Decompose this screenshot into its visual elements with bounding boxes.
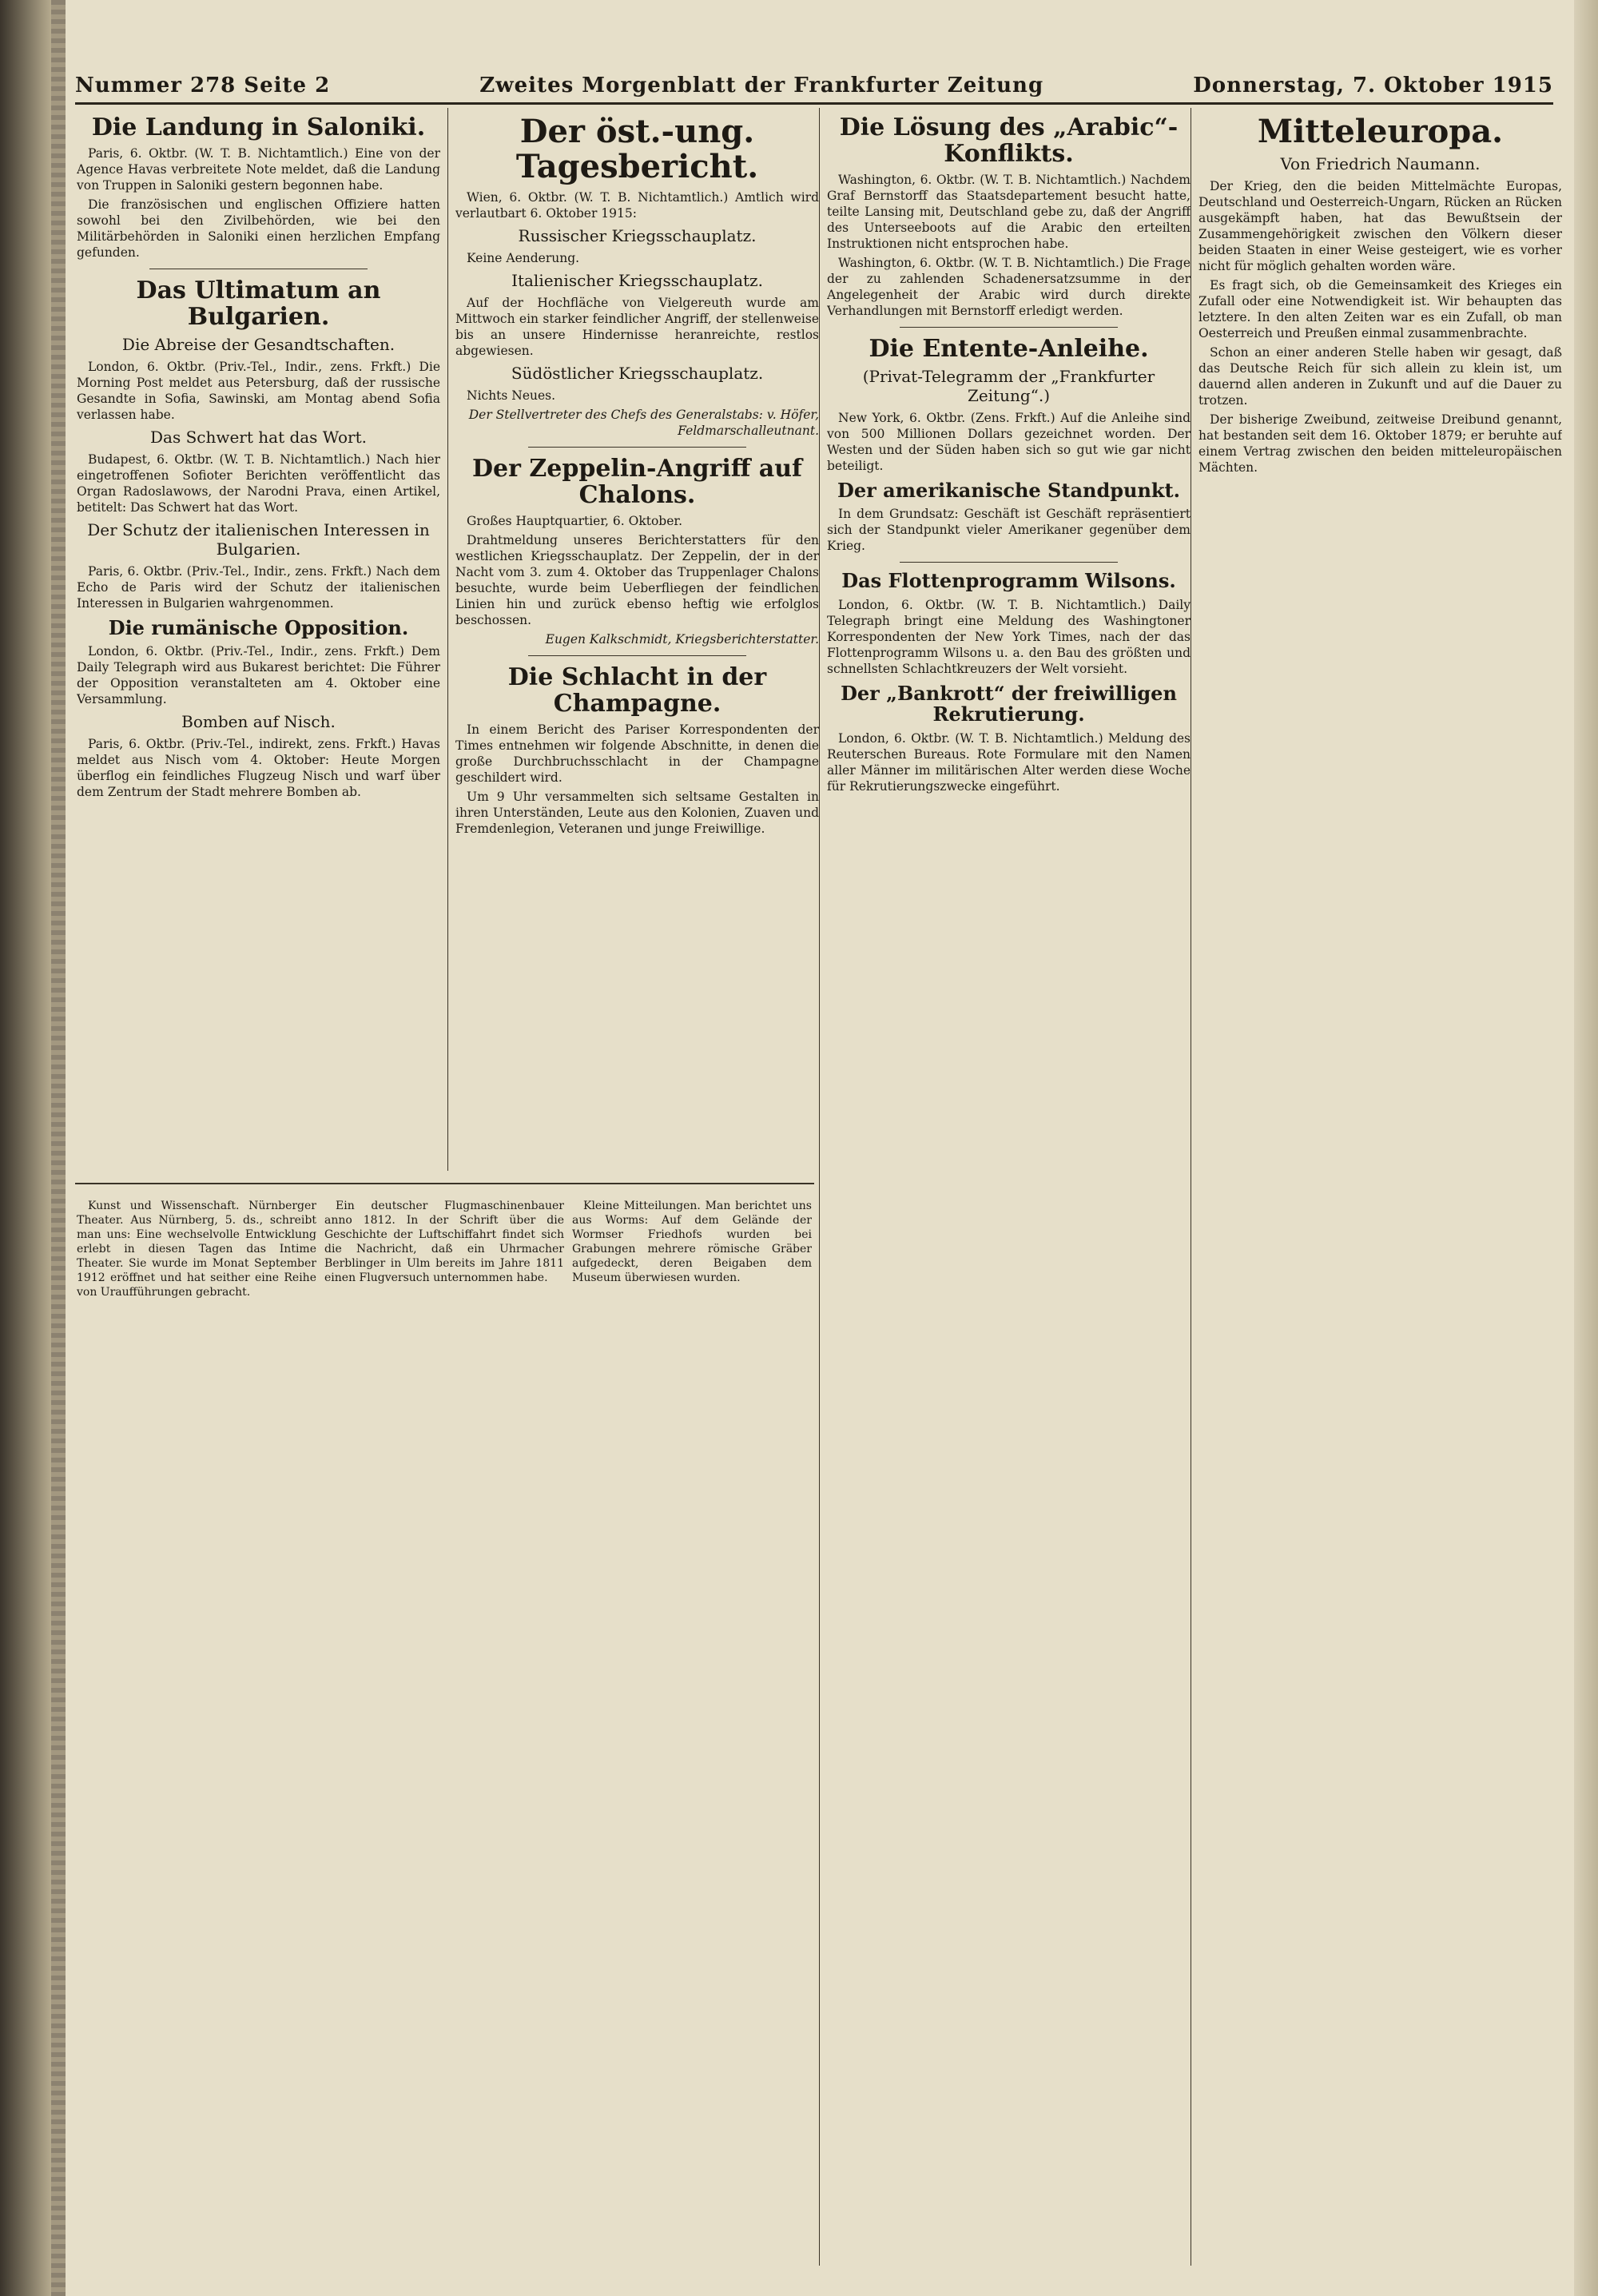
article-text: Keine Aenderung. <box>467 251 580 265</box>
article-subheading: Das Schwert hat das Wort. <box>149 428 367 447</box>
article-text: Der bisherige Zweibund, zeitweise Dreibund genannt, hat bestanden seit dem 16. Oktober 1879; er beruhte auf einem Vertrag zwischen den beiden mitteleuropäischen Mächten. <box>1198 412 1562 475</box>
article-text: Paris, 6. Oktbr. (W. T. B. Nichtamtlich.) Eine von der Agence Havas verbreitete Note meldet, daß die Landung von Truppen in Saloniki gestern begonnen habe. <box>77 146 440 193</box>
article-text: Wien, 6. Oktbr. (W. T. B. Nichtamtlich.) Amtlich wird verlautbart 6. Oktober 1915: <box>455 190 819 221</box>
article-text: London, 6. Oktbr. (Priv.-Tel., Indir., zens. Frkft.) Die Morning Post meldet aus Petersburg, daß der russische Gesandte in Sofia, Sawinski, am Montag abend Sofia verlassen habe. <box>77 360 440 422</box>
article-text: Budapest, 6. Oktbr. (W. T. B. Nichtamtlich.) Nach hier eingetroffenen Sofioter Berichten veröffentlicht das Organ Radoslawows, der Narodni Prava, einen Artikel, betitelt: Das Schwert hat das Wort. <box>77 452 440 515</box>
column-rule <box>819 108 820 2266</box>
issue-date: Donnerstag, 7. Oktober 1915 <box>1193 74 1553 97</box>
column-1 <box>77 108 440 1171</box>
page-edge <box>1574 0 1598 2296</box>
article-text: Der Krieg, den die beiden Mittelmächte Europas, Deutschland und Oesterreich-Ungarn, Rücken an Rücken ausgekämpft haben, hat das Bewußtsein der Zusammengehörigkeit zwischen den Völkern dieser beiden Staaten in einer Weise gesteigert, wie es vorher nicht für möglich gehalten worden wäre. <box>1198 179 1562 273</box>
column-4 <box>1198 108 1562 2266</box>
issue-number: Nummer 278 Seite 2 <box>75 74 331 97</box>
feuilleton-text: Kunst und Wissenschaft. Nürnberger Theater. Aus Nürnberg, 5. ds., schreibt man uns: Eine wechselvolle Entwicklung erlebt in diesen Tagen das Intime Theater. Sie wurde im Monat September 1912 eröffnet und hat seither eine Reihe von Uraufführungen gebracht. <box>77 1200 316 1299</box>
article-text: London, 6. Oktbr. (W. T. B. Nichtamtlich.) Daily Telegraph bringt eine Meldung des Washingtoner Korrespondenten der New York Times, nach der das Flottenprogramm Wilsons u. a. den Bau des größten und schnellsten Schlachtkreuzers der Welt vorsieht. <box>827 597 1191 676</box>
feuilleton-text: Ein deutscher Flugmaschinenbauer anno 1812. In der Schrift über die Geschichte der Luftschiffahrt findet sich die Nachricht, daß ein Uhrmacher Berblinger in Ulm bereits im Jahre 1811 einen Flugversuch unternommen habe. <box>324 1200 564 1284</box>
article-heading: Die Schlacht in der Champagne. <box>507 663 767 718</box>
newspaper-title: Zweites Morgenblatt der Frankfurter Zeitung <box>479 74 1044 97</box>
newspaper-page <box>66 0 1574 2296</box>
article-text: Auf der Hochfläche von Vielgereuth wurde am Mittwoch ein starker feindlicher Angriff, der stellenweise bis an unsere Hindernisse heranreichte, restlos abgewiesen. <box>455 296 819 358</box>
article-text: New York, 6. Oktbr. (Zens. Frkft.) Auf die Anleihe sind von 500 Millionen Dollars gezeichnet worden. Der Westen und der Süden haben sich so gut wie gar nicht beteiligt. <box>827 411 1191 473</box>
article-heading: Die Entente-Anleihe. <box>869 335 1149 363</box>
article-text: Es fragt sich, ob die Gemeinsamkeit des Krieges ein Zufall oder eine Notwendigkeit ist. Wir behaupten das letztere. In den alten Zeiten war es ein Zufall, ob man Oesterreich und Preußen einmal zusammenbrachte. <box>1198 278 1562 340</box>
article-text: Paris, 6. Oktbr. (Priv.-Tel., indirekt, zens. Frkft.) Havas meldet aus Nisch vom 4. Oktober: Heute Morgen überflog ein feindliches Flugzeug Nisch und warf über dem Zentrum der Stadt mehrere Bomben ab. <box>77 737 440 800</box>
article-text: In dem Grundsatz: Geschäft ist Geschäft repräsentiert sich der Standpunkt vieler Amerikaner gegenüber dem Krieg. <box>827 507 1191 554</box>
article-heading: Die rumänische Opposition. <box>108 616 409 639</box>
author-byline: Von Friedrich Naumann. <box>1280 154 1481 173</box>
article-text: Drahtmeldung unseres Berichterstatters für den westlichen Kriegsschauplatz. Der Zeppelin, der in der Nacht vom 3. zum 4. Oktober das Truppenlager Chalons besuchte, wurde beim Ueberfliegen der feindlichen Linien hin und zurück ebenso heftig wie erfolglos beschossen. <box>455 533 819 627</box>
article-heading: Das Flottenprogramm Wilsons. <box>841 569 1176 593</box>
divider <box>528 655 746 656</box>
article-text: Schon an einer anderen Stelle haben wir gesagt, daß das Deutsche Reich für sich allein zu klein ist, um dauernd allen anderen in Zukunft und auf die Dauer zu trotzen. <box>1198 345 1562 408</box>
column-rule <box>447 108 448 1171</box>
article-heading: Mitteleuropa. <box>1257 113 1504 150</box>
article-text: Nichts Neues. <box>467 388 556 403</box>
feuilleton-right <box>572 1199 812 2278</box>
article-text: Paris, 6. Oktbr. (Priv.-Tel., Indir., zens. Frkft.) Nach dem Echo de Paris wird der Schutz der italienischen Interessen in Bulgarien wahrgenommen. <box>77 564 440 611</box>
feuilleton-text: Kleine Mitteilungen. Man berichtet uns aus Worms: Auf dem Gelände der Wormser Friedhofs wurden bei Grabungen mehrere römische Gräber aufgedeckt, deren Beigaben dem Museum überwiesen wurden. <box>572 1200 812 1284</box>
feuilleton-left <box>77 1199 316 2278</box>
section-label: Russischer Kriegsschauplatz. <box>518 226 757 245</box>
divider <box>900 562 1118 563</box>
section-label: Italienischer Kriegsschauplatz. <box>511 271 763 290</box>
article-subheading: Bomben auf Nisch. <box>181 712 336 732</box>
article-text: Die französischen und englischen Offiziere hatten sowohl bei den Zivilbehörden, wie bei den Militärbehörden in Saloniki einen herzlichen Empfang gefunden. <box>77 197 440 260</box>
article-subheading: Der Schutz der italienischen Interessen in Bulgarien. <box>87 520 430 559</box>
signature: Der Stellvertreter des Chefs des Generalstabs: v. Höfer, Feldmarschalleutnant. <box>468 408 819 438</box>
article-heading: Das Ultimatum an Bulgarien. <box>136 277 381 331</box>
book-gutter <box>0 0 51 2296</box>
article-text: Großes Hauptquartier, 6. Oktober. <box>467 514 683 528</box>
signature: Eugen Kalkschmidt, Kriegsberichterstatter. <box>545 632 819 647</box>
feuilleton-rule <box>75 1183 814 1184</box>
article-heading: Der amerikanische Standpunkt. <box>837 479 1180 502</box>
article-text: London, 6. Oktbr. (W. T. B. Nichtamtlich.) Meldung des Reuterschen Bureaus. Rote Formulare mit den Namen aller Männer im militärischen Alter werden diese Woche für Rekrutierungszwecke eingeführt. <box>827 730 1191 794</box>
masthead <box>75 62 1553 105</box>
article-heading: Der „Bankrott“ der freiwilligen Rekrutierung. <box>841 681 1177 726</box>
divider <box>900 327 1118 328</box>
article-subheading: (Privat-Telegramm der „Frankfurter Zeitung“.) <box>862 367 1155 405</box>
book-binding <box>51 0 66 2296</box>
feuilleton-middle <box>324 1199 564 2278</box>
article-heading: Die Landung in Saloniki. <box>91 113 426 141</box>
article-text: Washington, 6. Oktbr. (W. T. B. Nichtamtlich.) Die Frage der zu zahlenden Schadenersatzsumme in der Angelegenheit der Arabic wird durch direkte Verhandlungen mit Bernstorff erledigt werden. <box>827 256 1191 318</box>
article-text: In einem Bericht des Pariser Korrespondenten der Times entnehmen wir folgende Abschnitte, in denen die große Durchbruchsschlacht in der Champagne geschildert wird. <box>455 722 819 785</box>
column-2 <box>455 108 819 1171</box>
article-heading: Die Lösung des „Arabic“-Konflikts. <box>839 113 1179 168</box>
article-text: Washington, 6. Oktbr. (W. T. B. Nichtamtlich.) Nachdem Graf Bernstorff das Staatsdepartement besucht hatte, teilte Lansing mit, Deutschland gebe zu, daß der Angriff des Unterseeboots auf die Arabic den erteilten Instruktionen nicht entsprochen habe. <box>827 173 1191 251</box>
article-heading: Der Zeppelin-Angriff auf Chalons. <box>472 455 802 509</box>
section-label: Südöstlicher Kriegsschauplatz. <box>511 364 764 383</box>
column-3 <box>827 108 1191 2266</box>
divider <box>528 447 746 448</box>
article-subheading: Die Abreise der Gesandtschaften. <box>121 335 396 354</box>
article-text: London, 6. Oktbr. (Priv.-Tel., Indir., zens. Frkft.) Dem Daily Telegraph wird aus Bukarest berichtet: Die Führer der Opposition veranstalteten am 4. Oktober eine Versammlung. <box>77 644 440 707</box>
article-heading: Der öst.-ung. Tagesbericht. <box>515 113 759 185</box>
article-text: Um 9 Uhr versammelten sich seltsame Gestalten in ihren Unterständen, Leute aus den Kolonien, Zuaven und Fremdenlegion, Veteranen und junge Freiwillige. <box>455 790 819 836</box>
